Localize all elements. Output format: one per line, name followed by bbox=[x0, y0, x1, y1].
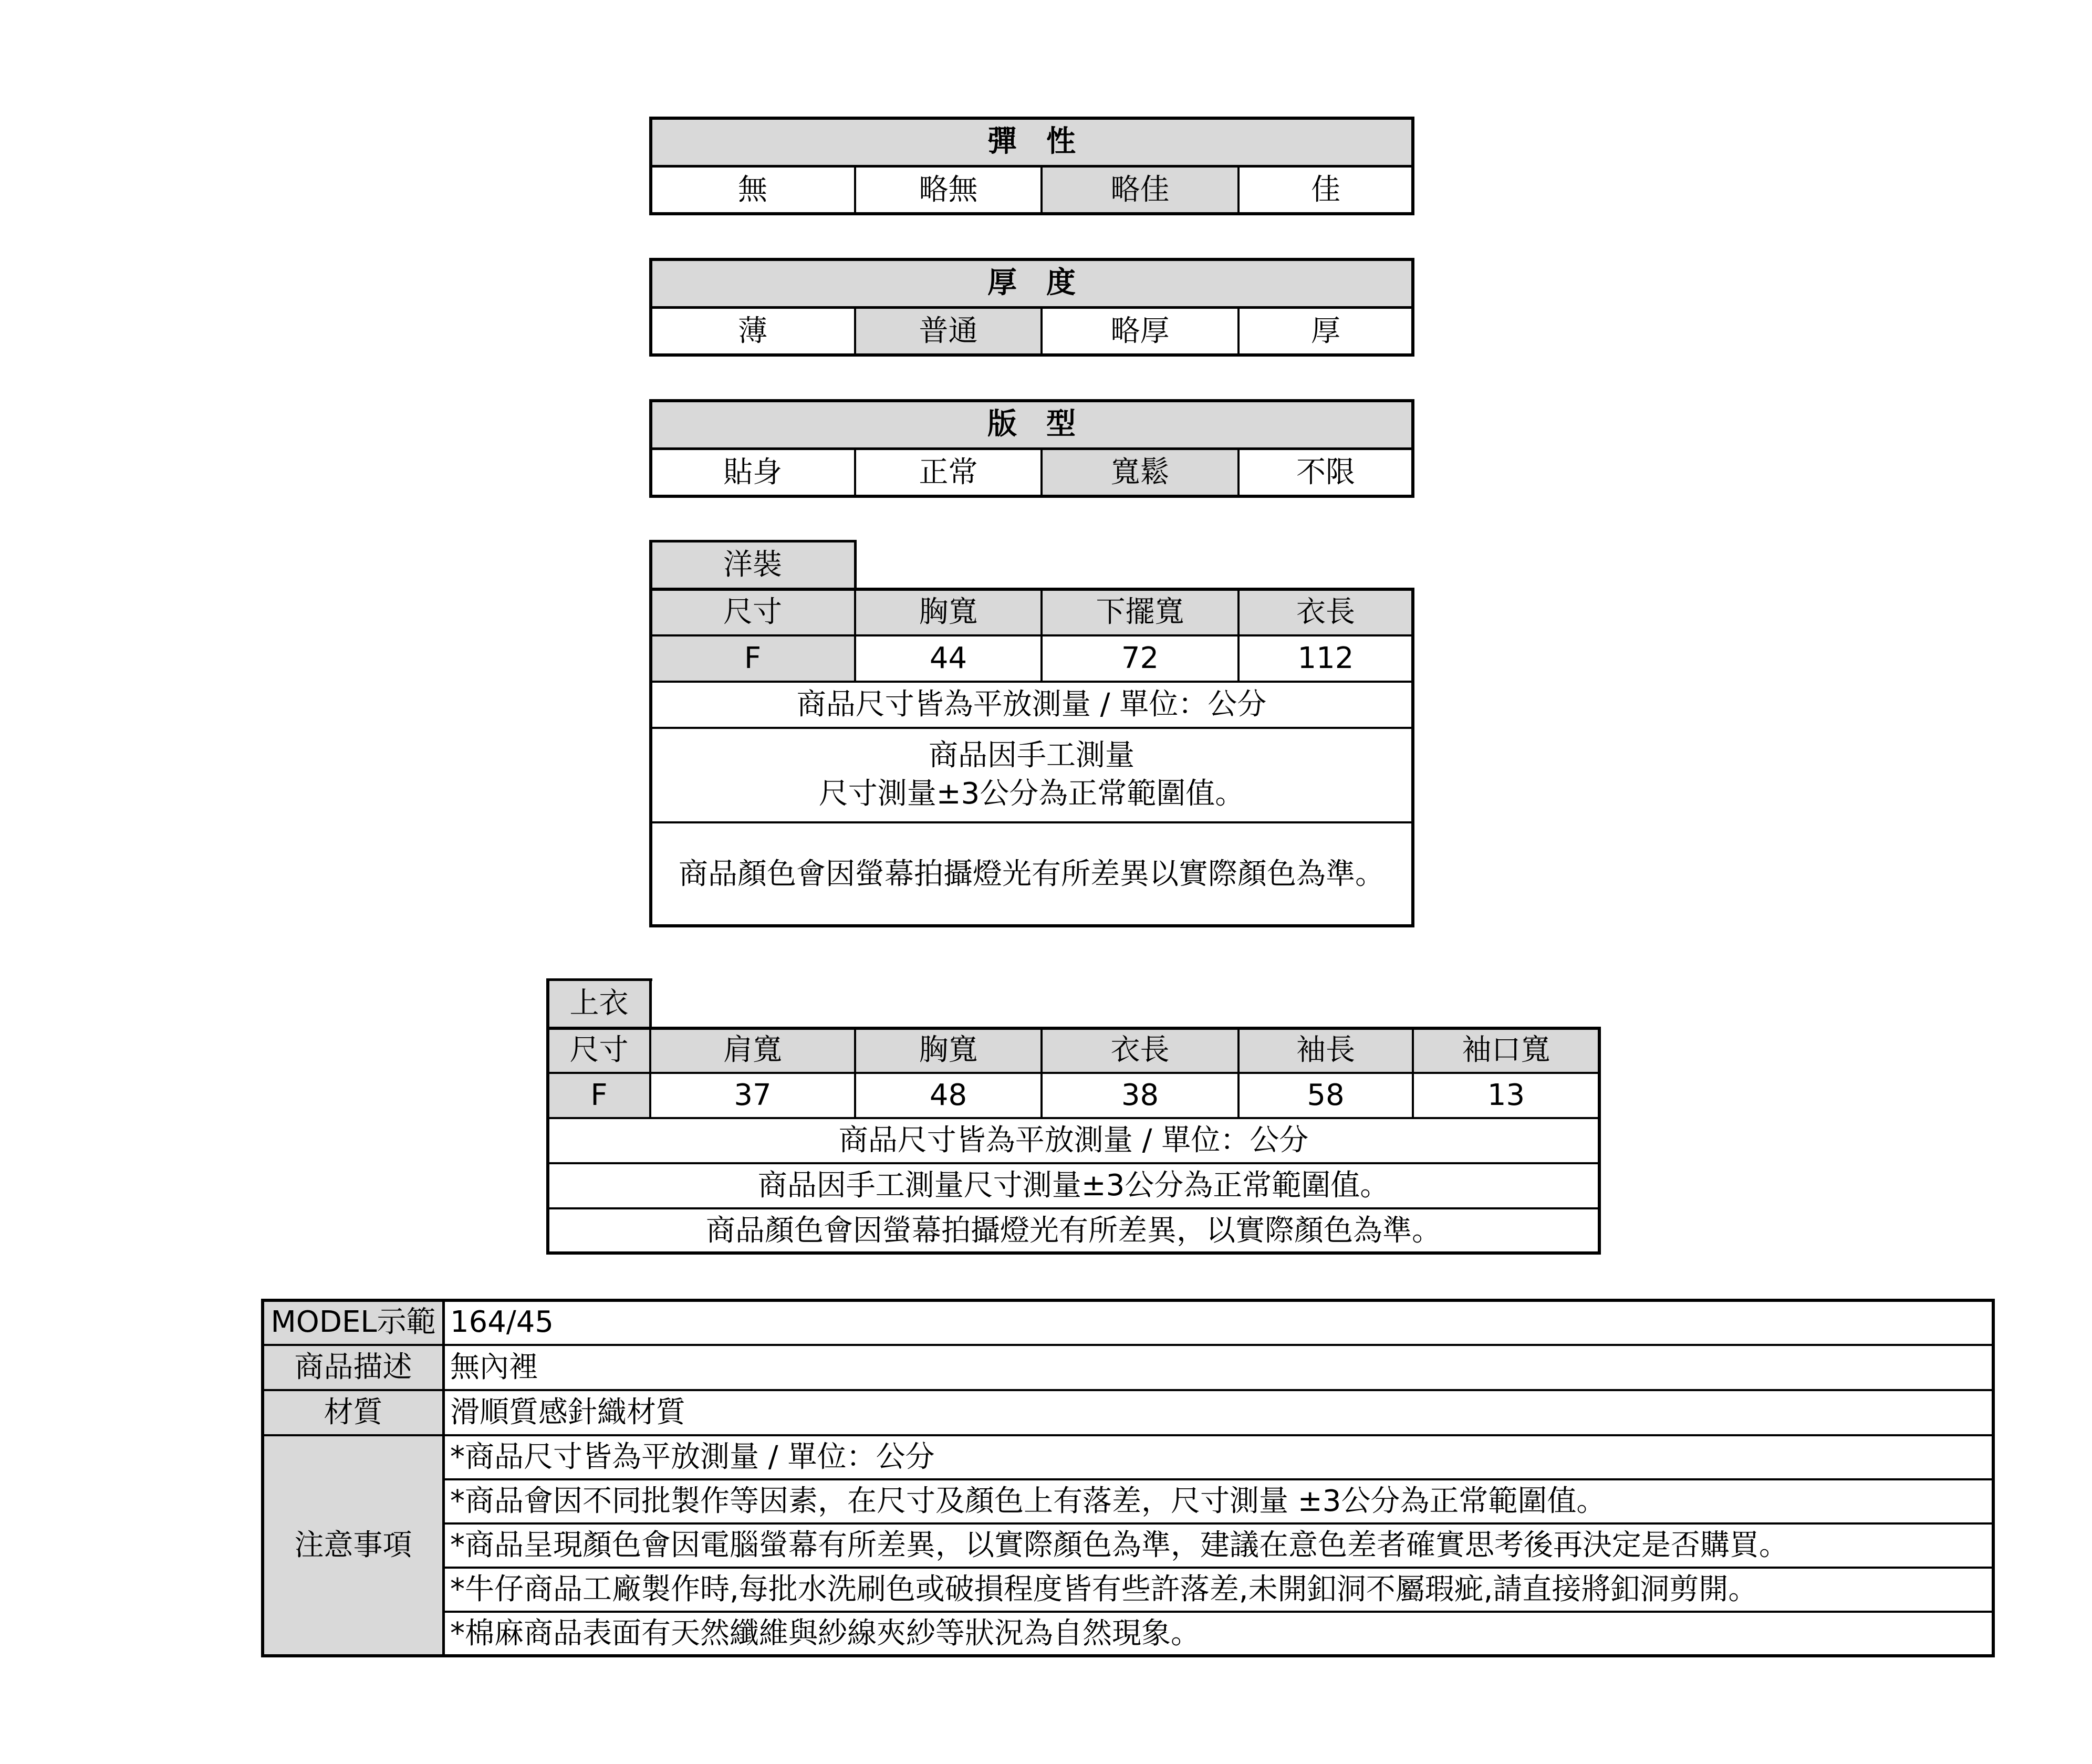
top-note-manual: 商品因手工測量尺寸測量±3公分為正常範圍值。 bbox=[548, 1163, 1599, 1208]
note-item: *商品尺寸皆為平放測量 / 單位：公分 bbox=[444, 1435, 1993, 1479]
material-label: 材質 bbox=[263, 1390, 444, 1435]
description-value: 無內裡 bbox=[444, 1345, 1993, 1390]
elasticity-option-good: 佳 bbox=[1238, 166, 1413, 214]
dress-note-color: 商品顏色會因螢幕拍攝燈光有所差異以實際顏色為準。 bbox=[650, 822, 1413, 926]
top-sleeve-value: 58 bbox=[1238, 1073, 1413, 1118]
fit-option-regular: 正常 bbox=[855, 448, 1042, 497]
top-shoulder-value: 37 bbox=[650, 1073, 855, 1118]
thickness-option-thin: 薄 bbox=[650, 307, 855, 356]
top-size-value: F bbox=[548, 1073, 650, 1118]
elasticity-title: 彈 性 bbox=[650, 118, 1413, 166]
note-item: *牛仔商品工廠製作時,每批水洗刷色或破損程度皆有些許落差,未開釦洞不屬瑕疵,請直接將釦洞剪開。 bbox=[444, 1568, 1993, 1612]
dress-size-value: F bbox=[650, 635, 855, 682]
top-tab-label: 上衣 bbox=[548, 979, 650, 1028]
fit-option-loose: 寬鬆 bbox=[1042, 448, 1238, 497]
top-header-chest: 胸寬 bbox=[855, 1028, 1042, 1073]
thickness-option-normal: 普通 bbox=[855, 307, 1042, 356]
top-header-size: 尺寸 bbox=[548, 1028, 650, 1073]
top-header-cuff: 袖口寬 bbox=[1413, 1028, 1599, 1073]
top-chest-value: 48 bbox=[855, 1073, 1042, 1118]
dress-header-size: 尺寸 bbox=[650, 589, 855, 635]
fit-option-any: 不限 bbox=[1238, 448, 1413, 497]
note-item: *商品呈現顏色會因電腦螢幕有所差異，以實際顏色為準，建議在意色差者確實思考後再決定是否購買。 bbox=[444, 1523, 1993, 1568]
top-header-length: 衣長 bbox=[1042, 1028, 1238, 1073]
top-note-color: 商品顏色會因螢幕拍攝燈光有所差異，以實際顏色為準。 bbox=[548, 1208, 1599, 1254]
dress-hem-value: 72 bbox=[1042, 635, 1238, 682]
dress-note-measure: 商品尺寸皆為平放測量 / 單位：公分 bbox=[650, 682, 1413, 728]
elasticity-option-slightly-good: 略佳 bbox=[1042, 166, 1238, 214]
fit-title: 版 型 bbox=[650, 400, 1413, 448]
dress-note-manual-line2: 尺寸測量±3公分為正常範圍值。 bbox=[818, 777, 1245, 811]
dress-tab-label: 洋裝 bbox=[650, 541, 855, 589]
thickness-option-thick: 厚 bbox=[1238, 307, 1413, 356]
material-value: 滑順質感針織材質 bbox=[444, 1390, 1993, 1435]
top-header-shoulder: 肩寬 bbox=[650, 1028, 855, 1073]
dress-length-value: 112 bbox=[1238, 635, 1413, 682]
notes-label: 注意事項 bbox=[263, 1435, 444, 1656]
thickness-option-slightly-thick: 略厚 bbox=[1042, 307, 1238, 356]
dress-note-manual bbox=[650, 728, 1413, 822]
model-value: 164/45 bbox=[444, 1300, 1993, 1345]
model-label: MODEL示範 bbox=[263, 1300, 444, 1345]
top-cuff-value: 13 bbox=[1413, 1073, 1599, 1118]
dress-note-manual-line1: 商品因手工測量 bbox=[929, 738, 1135, 773]
note-item: *商品會因不同批製作等因素，在尺寸及顏色上有落差，尺寸測量 ±3公分為正常範圍值。 bbox=[444, 1479, 1993, 1523]
elasticity-option-none: 無 bbox=[650, 166, 855, 214]
dress-header-hem: 下擺寬 bbox=[1042, 589, 1238, 635]
top-length-value: 38 bbox=[1042, 1073, 1238, 1118]
fit-option-slim: 貼身 bbox=[650, 448, 855, 497]
note-item: *棉麻商品表面有天然纖維與紗線夾紗等狀況為自然現象。 bbox=[444, 1612, 1993, 1656]
top-header-sleeve: 袖長 bbox=[1238, 1028, 1413, 1073]
top-note-measure: 商品尺寸皆為平放測量 / 單位：公分 bbox=[548, 1118, 1599, 1163]
dress-header-chest: 胸寬 bbox=[855, 589, 1042, 635]
thickness-title: 厚 度 bbox=[650, 259, 1413, 307]
dress-chest-value: 44 bbox=[855, 635, 1042, 682]
dress-header-length: 衣長 bbox=[1238, 589, 1413, 635]
elasticity-option-slightly-none: 略無 bbox=[855, 166, 1042, 214]
description-label: 商品描述 bbox=[263, 1345, 444, 1390]
